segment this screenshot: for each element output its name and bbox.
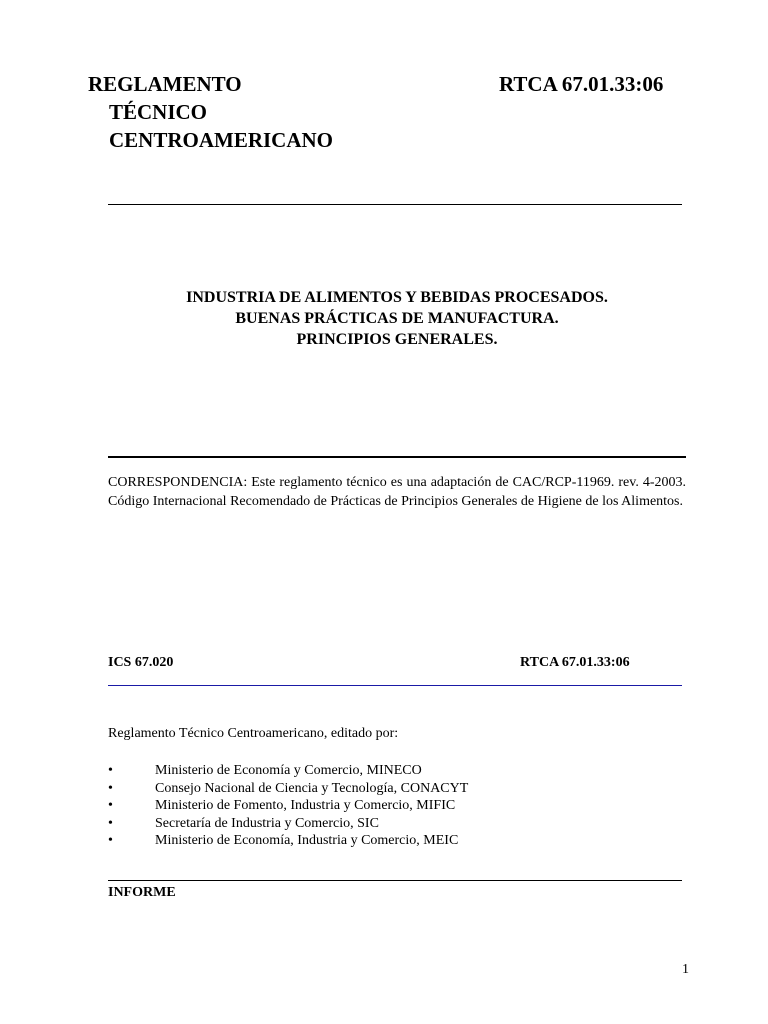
classification-code: RTCA 67.01.33:06: [520, 655, 630, 670]
informe-divider: [108, 880, 682, 881]
page-number: 1: [682, 962, 689, 977]
list-item: [108, 780, 468, 798]
classification-divider: [108, 685, 682, 686]
title-line-3: PRINCIPIOS GENERALES.: [296, 331, 498, 348]
title-divider: [108, 456, 686, 458]
section-label: INFORME: [108, 885, 176, 900]
heading-line-2: TÉCNICO: [109, 100, 208, 124]
editor-name: Consejo Nacional de Ciencia y Tecnología, CONACYT: [155, 780, 469, 796]
heading-line-1: REGLAMENTO: [88, 72, 242, 96]
list-item: [108, 832, 468, 850]
bullet-icon: •: [108, 798, 113, 813]
ics-code: ICS 67.020: [108, 655, 174, 670]
bullet-icon: •: [108, 780, 113, 796]
bullet-icon: •: [108, 833, 113, 848]
editors-list: [108, 762, 468, 850]
title-line-1: INDUSTRIA DE ALIMENTOS Y BEBIDAS PROCESADOS.: [186, 289, 608, 306]
header-divider: [108, 204, 682, 205]
list-item: [108, 815, 468, 833]
edited-by-intro: Reglamento Técnico Centroamericano, editado por:: [108, 726, 399, 741]
editor-name: Ministerio de Fomento, Industria y Comercio, MIFIC: [155, 798, 456, 813]
editor-name: Secretaría de Industria y Comercio, SIC: [155, 815, 379, 831]
document-code: RTCA 67.01.33:06: [499, 72, 664, 96]
heading-line-3: CENTROAMERICANO: [109, 128, 334, 152]
editor-name: Ministerio de Economía, Industria y Comercio, MEIC: [155, 833, 459, 848]
editor-name: Ministerio de Economía y Comercio, MINECO: [155, 763, 422, 778]
document-title: [108, 287, 686, 350]
bullet-icon: •: [108, 763, 113, 778]
title-line-2: BUENAS PRÁCTICAS DE MANUFACTURA.: [235, 310, 559, 327]
list-item: [108, 762, 468, 780]
bullet-icon: •: [108, 815, 113, 831]
correspondence-paragraph: CORRESPONDENCIA: Este reglamento técnico es una adaptación de CAC/RCP-11969. rev. 4-2003. Código Internacional Recomendado de Prácticas de Principios Generales de Higiene de los Alimentos.: [108, 475, 686, 509]
document-type-heading: [88, 70, 333, 154]
list-item: [108, 797, 468, 815]
